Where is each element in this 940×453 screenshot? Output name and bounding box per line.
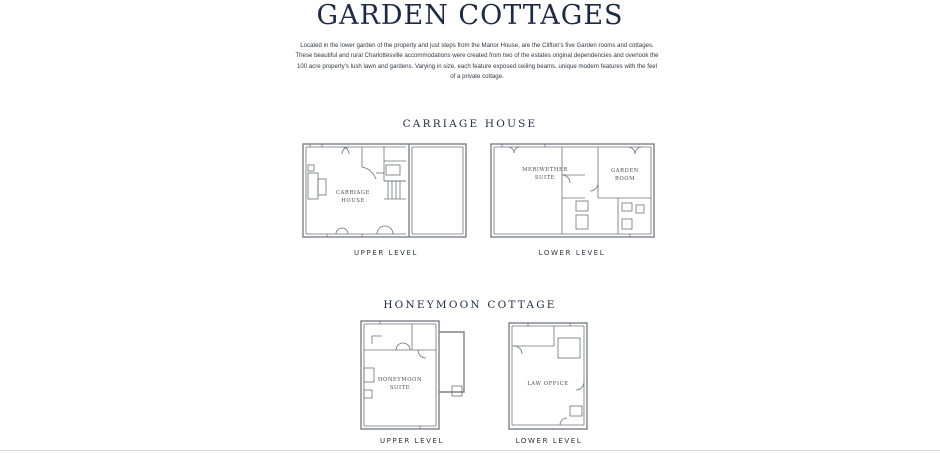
intro-line: Located in the lower garden of the property and just steps from the Manor House, are the Clifton's five Garden rooms and cottages. <box>300 42 654 49</box>
room-label-line: MERIWETHER <box>522 167 568 173</box>
room-label-garden-room <box>602 168 648 183</box>
intro-paragraph <box>272 41 682 83</box>
room-label-line: HOUSE <box>341 197 365 204</box>
section-heading-carriage-house: CARRIAGE HOUSE <box>402 118 538 130</box>
level-label-carriage-lower: LOWER LEVEL <box>538 249 606 257</box>
room-label-law-office <box>520 381 576 389</box>
room-label-line: SUITE <box>389 384 411 391</box>
intro-line: of a private cottage. <box>450 73 504 81</box>
page-title: GARDEN COTTAGES <box>316 0 624 31</box>
honeymoon-upper-level-floorplan <box>360 320 470 432</box>
room-label-carriage-house <box>323 190 383 205</box>
section-heading-honeymoon-cottage: HONEYMOON COTTAGE <box>383 299 557 311</box>
room-label-line: SUITE <box>534 174 556 181</box>
room-label-line: ROOM <box>614 175 636 182</box>
honeymoon-lower-level-floorplan <box>508 322 590 432</box>
level-label-carriage-upper: UPPER LEVEL <box>353 249 419 257</box>
room-label-line: HONEYMOON <box>377 377 423 383</box>
intro-line: These beautiful and rural Charlottesville accommodations were created from two of the estates original dependencies and overlook the <box>295 52 659 60</box>
room-label-line: GARDEN <box>611 168 639 174</box>
room-label-meriwether-suite <box>515 167 575 182</box>
level-label-honeymoon-lower: LOWER LEVEL <box>515 437 583 445</box>
bottom-divider <box>0 450 940 451</box>
level-label-honeymoon-upper: UPPER LEVEL <box>379 437 445 445</box>
intro-line: 100 acre property's lush lawn and gardens. Varying in size, each feature exposed ceiling beams, unique modern features with the feel <box>296 62 658 70</box>
room-label-line: CARRIAGE <box>335 190 371 196</box>
room-label-honeymoon-suite <box>370 377 430 392</box>
carriage-house-lower-level-floorplan <box>490 143 656 239</box>
room-label-line: LAW OFFICE <box>527 381 569 387</box>
